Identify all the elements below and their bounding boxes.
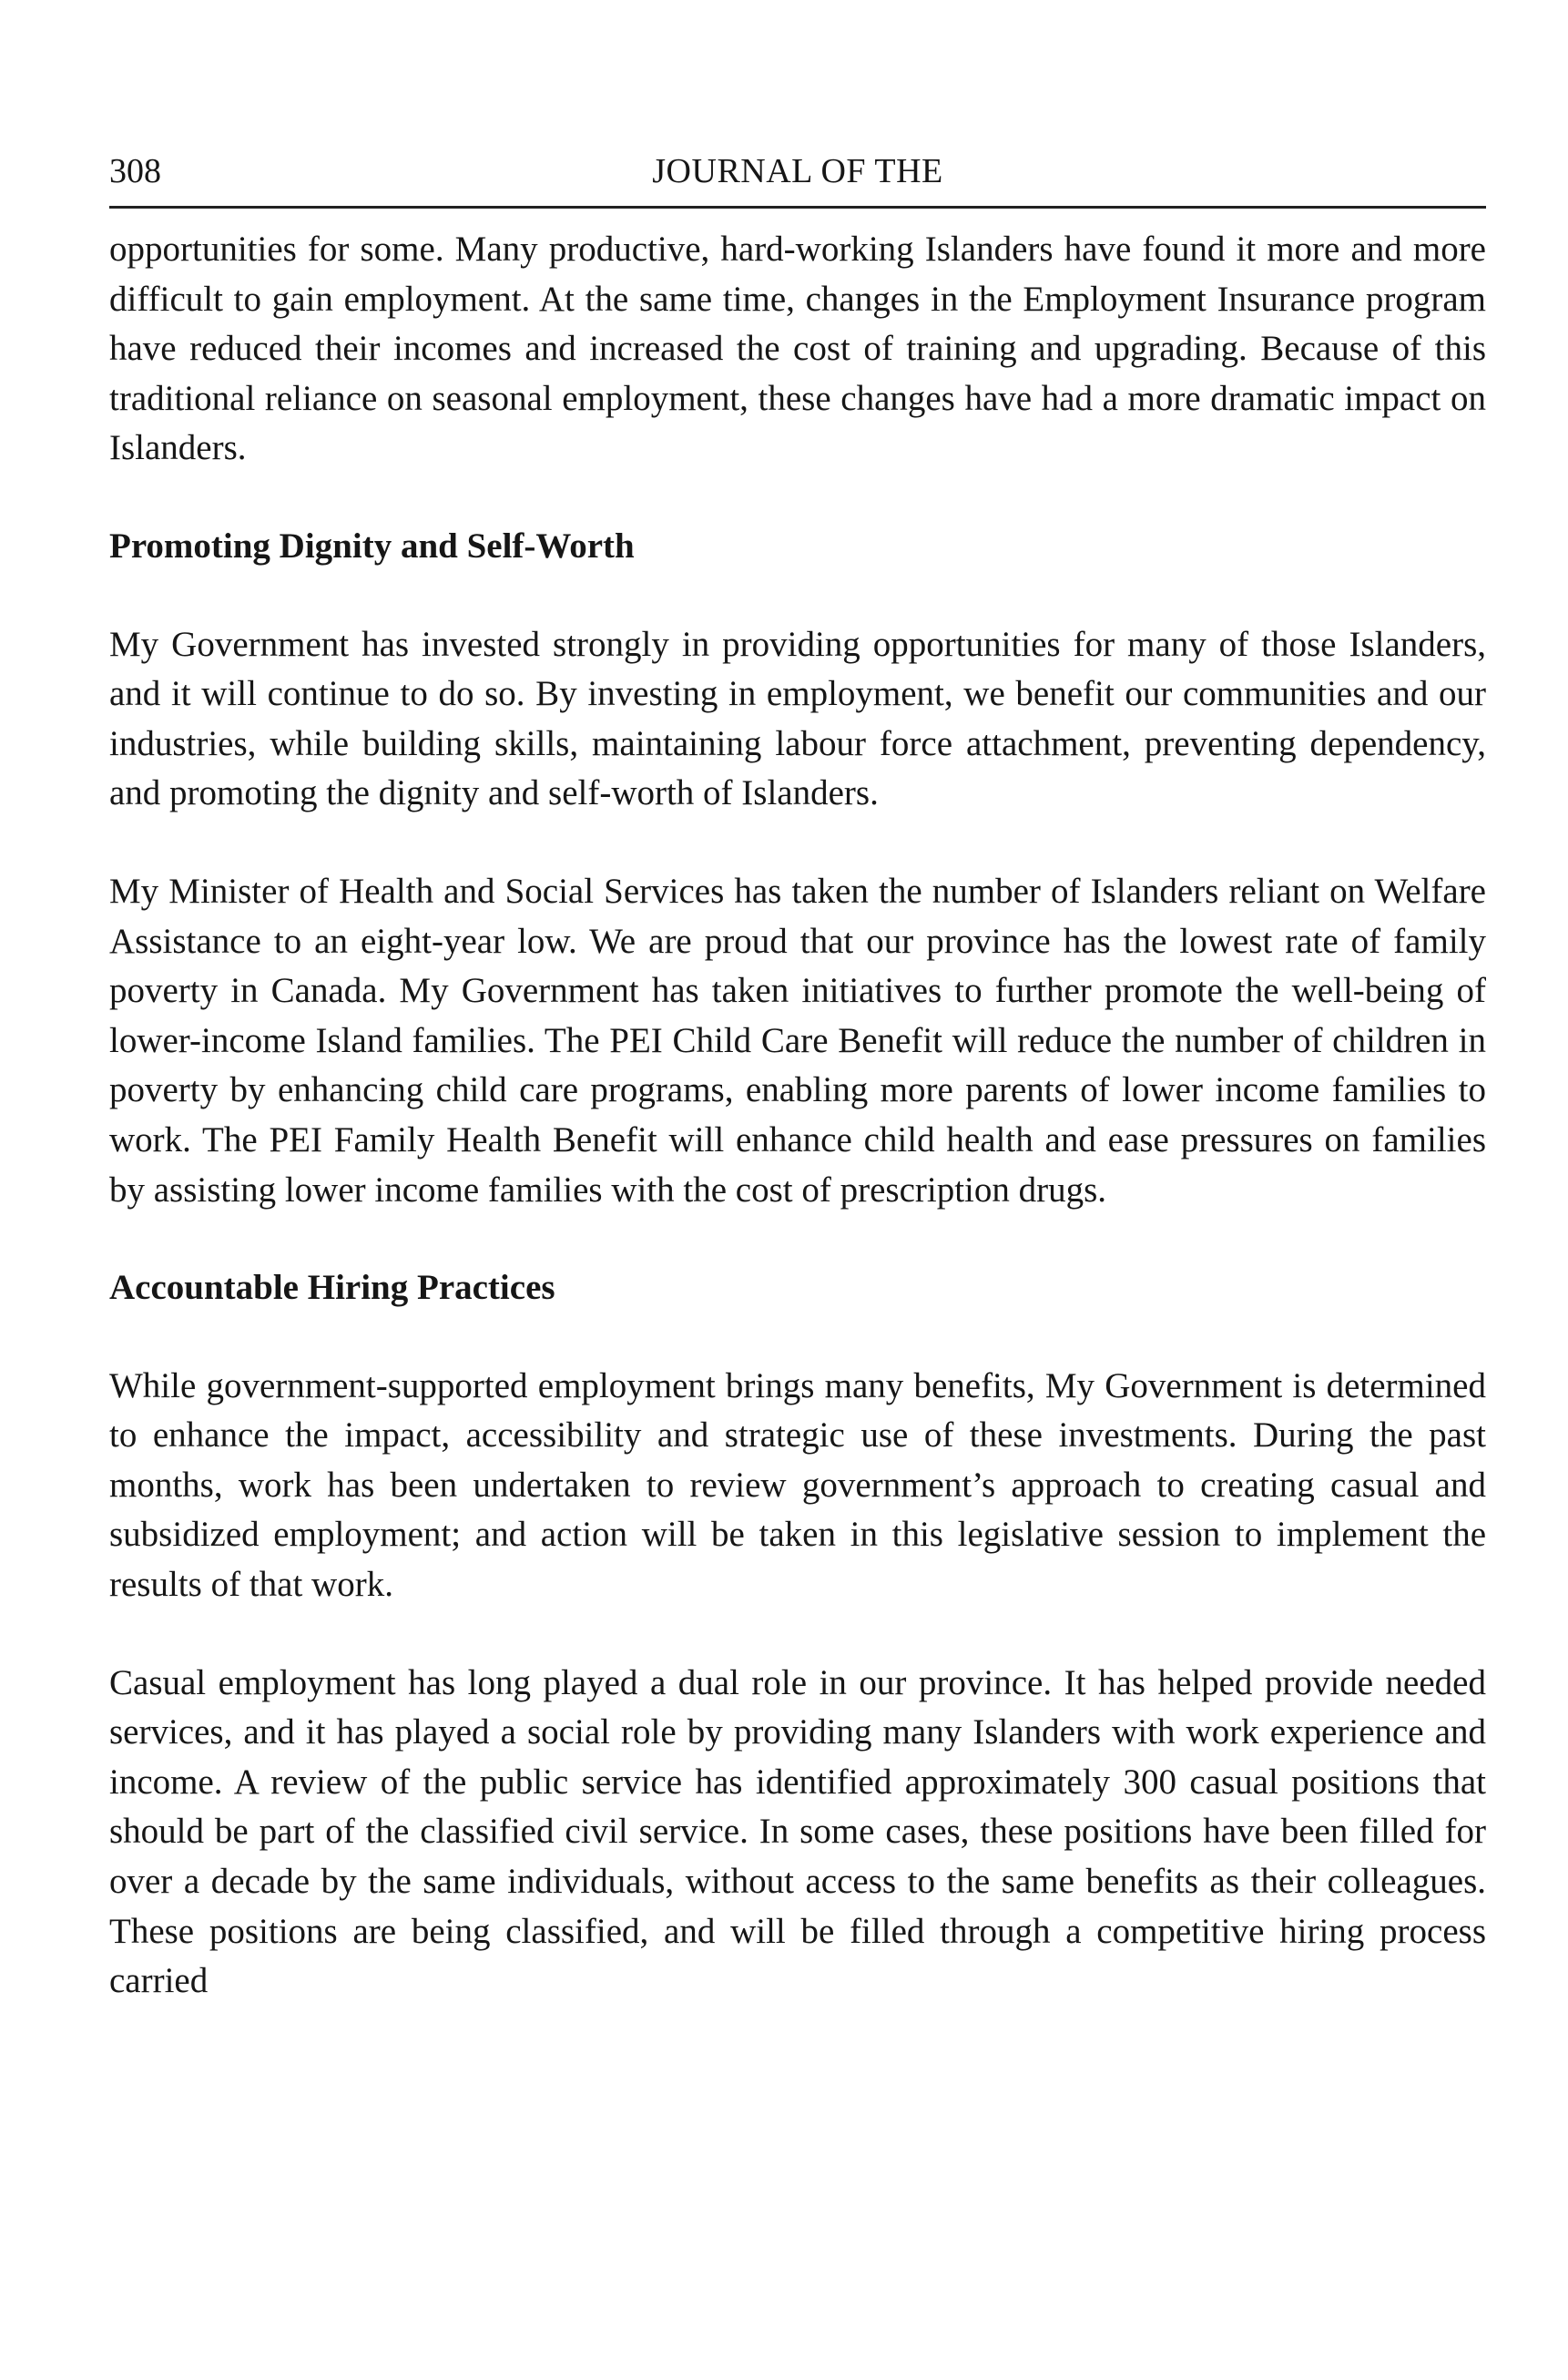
running-header xyxy=(109,137,1486,209)
section-heading-hiring: Accountable Hiring Practices xyxy=(109,1268,555,1308)
paragraph-dignity-welfare: My Minister of Health and Social Services has taken the number of Islanders reliant on Welfare Assistance to an eight-year low. We are proud that our province has the lowest rate of family poverty in Canada. My Government has taken initiatives to further promote the well-being of lower-income Island families. The PEI Child Care Benefit will reduce the number of children in poverty by enhancing child care programs, enabling more parents of lower income families to work. The PEI Family Health Benefit will enhance child health and ease pressures on families by assisting lower income families with the cost of prescription drugs. xyxy=(109,871,1486,1210)
paragraph-hiring-review: While government-supported employment brings many benefits, My Government is determined to enhance the impact, accessibility and strategic use of these investments. During the past months, work has been undertaken to review government’s approach to creating casual and subsidized employment; and action will be taken in this legislative session to implement the results of that work. xyxy=(109,1365,1486,1605)
paragraph-dignity-investment: My Government has invested strongly in providing opportunities for many of those Islanders, and it will continue to do so. By investing in employment, we benefit our communities and our industries, while building skills, maintaining labour force attachment, preventing dependency, and promoting the dignity and self-worth of Islanders. xyxy=(109,624,1486,813)
paragraph-intro: opportunities for some. Many productive, hard-working Islanders have found it more and more difficult to gain employment. At the same time, changes in the Employment Insurance program have reduced their incomes and increased the cost of training and upgrading. Because of this traditional reliance on seasonal employment, these changes have had a more dramatic impact on Islanders. xyxy=(109,230,1486,468)
paragraph-hiring-casual: Casual employment has long played a dual role in our province. It has helped provide needed services, and it has played a social role by providing many Islanders with work experience and income. A review of the public service has identified approximately 300 casual positions that should be part of the classified civil service. In some cases, these positions have been filled for over a decade by the same individuals, without access to the same benefits as their colleagues. These positions are being classified, and will be filled through a competitive hiring process carried xyxy=(109,1662,1486,2001)
journal-title: JOURNAL OF THE xyxy=(652,152,943,190)
journal-page xyxy=(109,137,1486,2007)
section-heading-dignity: Promoting Dignity and Self-Worth xyxy=(109,526,635,566)
page-body xyxy=(109,225,1486,2007)
page-number: 308 xyxy=(109,152,161,190)
